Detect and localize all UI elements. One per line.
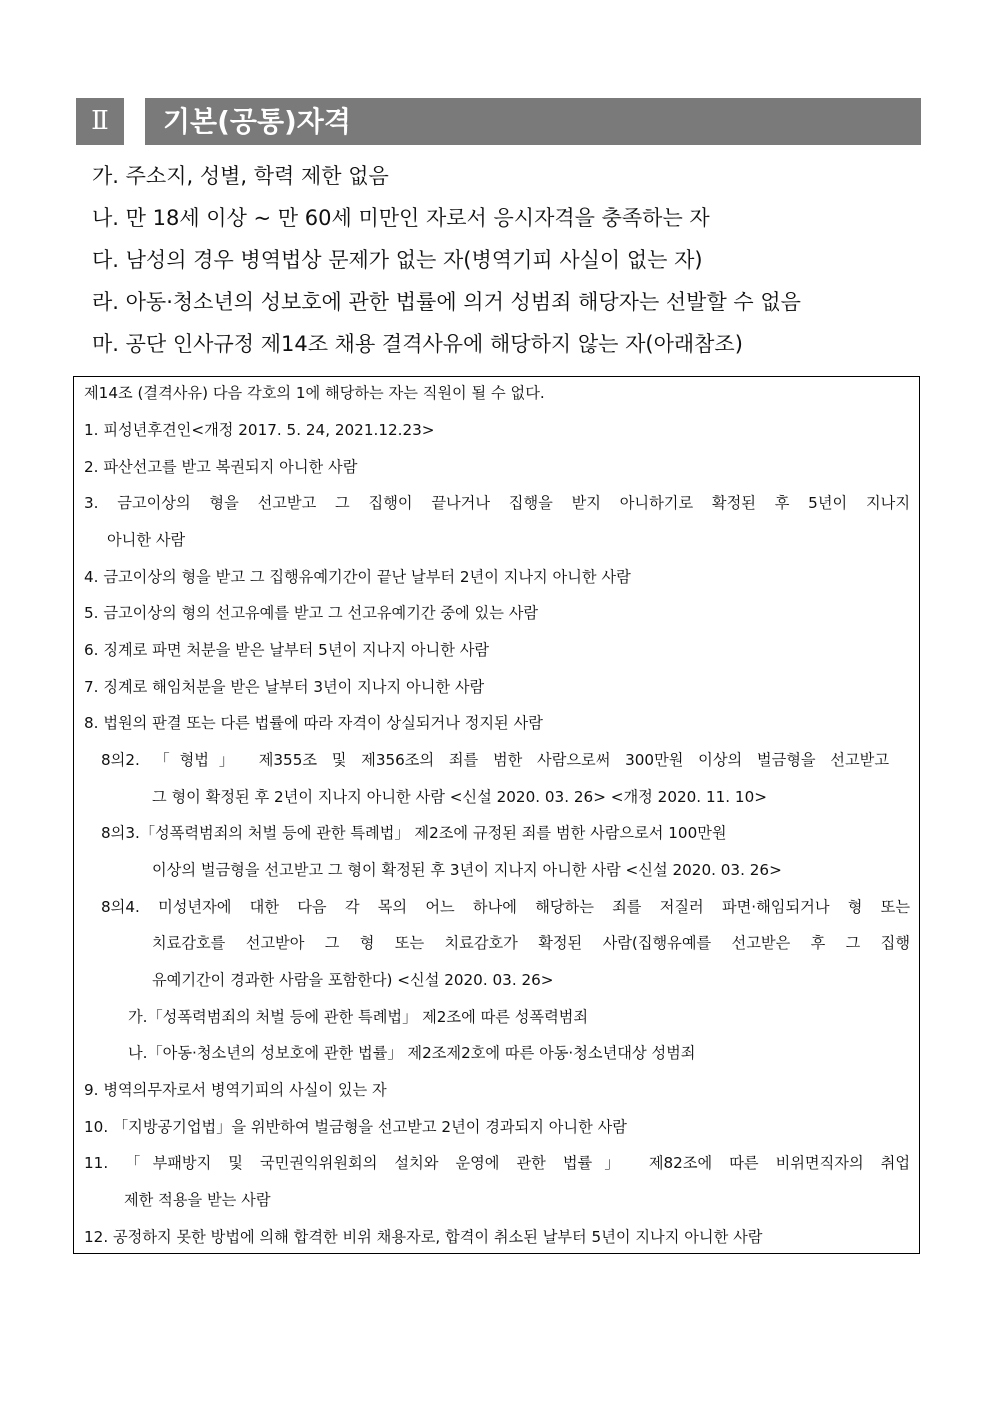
disqualification-box: [73, 376, 920, 1254]
clause-line: 6. 징계로 파면 처분을 받은 날부터 5년이 지나지 아니한 사람: [84, 641, 490, 659]
clause-line: 그 형이 확정된 후 2년이 지나지 아니한 사람 <신설 2020. 03. 26> <개정 2020. 11. 10>: [152, 788, 767, 806]
qualification-item: 나. 만 18세 이상 ~ 만 60세 미만인 자로서 응시자격을 충족하는 자: [92, 206, 710, 230]
clause-line: 9. 병역의무자로서 병역기피의 사실이 있는 자: [84, 1081, 387, 1099]
section-title: 기본(공통)자격: [145, 98, 921, 145]
section-number: Ⅱ: [76, 98, 124, 145]
clause-line: 12. 공정하지 못한 방법에 의해 합격한 비위 채용자로, 합격이 취소된 날부터 5년이 지나지 아니한 사람: [84, 1228, 763, 1246]
clause-line: 1. 피성년후견인<개정 2017. 5. 24, 2021.12.23>: [84, 421, 435, 439]
clause-line: 유예기간이 경과한 사람을 포함한다) <신설 2020. 03. 26>: [152, 971, 554, 989]
clause-line: 8의3.「성폭력범죄의 처벌 등에 관한 특례법」 제2조에 규정된 죄를 범한 사람으로서 100만원: [101, 824, 727, 842]
clause-line: 8. 법원의 판결 또는 다른 법률에 따라 자격이 상실되거나 정지된 사람: [84, 714, 543, 732]
clause-line: 11. 「부패방지 및 국민권익위원회의 설치와 운영에 관한 법률」 제82조에 따른 비위면직자의 취업: [84, 1154, 910, 1172]
clause-line: 나.「아동·청소년의 성보호에 관한 법률」 제2조제2호에 따른 아동·청소년대상 성범죄: [128, 1044, 696, 1062]
clause-line: 4. 금고이상의 형을 받고 그 집행유예기간이 끝난 날부터 2년이 지나지 아니한 사람: [84, 568, 631, 586]
clause-line: 8의2. 「형법」 제355조 및 제356조의 죄를 범한 사람으로써 300만원 이상의 벌금형을 선고받고: [101, 751, 889, 769]
qualification-item: 라. 아동·청소년의 성보호에 관한 법률에 의거 성범죄 해당자는 선발할 수 없음: [92, 290, 801, 314]
qualification-item: 다. 남성의 경우 병역법상 문제가 없는 자(병역기피 사실이 없는 자): [92, 248, 703, 272]
clause-line: 5. 금고이상의 형의 선고유예를 받고 그 선고유예기간 중에 있는 사람: [84, 604, 539, 622]
clause-line: 이상의 벌금형을 선고받고 그 형이 확정된 후 3년이 지나지 아니한 사람 <신설 2020. 03. 26>: [152, 861, 782, 879]
clause-line: 가.「성폭력범죄의 처벌 등에 관한 특례법」 제2조에 따른 성폭력범죄: [128, 1008, 589, 1026]
clause-line: 3. 금고이상의 형을 선고받고 그 집행이 끝나거나 집행을 받지 아니하기로 확정된 후 5년이 지나지: [84, 494, 910, 512]
clause-line: 아니한 사람: [107, 531, 186, 549]
qualification-item: 가. 주소지, 성별, 학력 제한 없음: [92, 164, 389, 188]
article-heading: 제14조 (결격사유) 다음 각호의 1에 해당하는 자는 직원이 될 수 없다.: [84, 384, 545, 402]
clause-line: 2. 파산선고를 받고 복권되지 아니한 사람: [84, 458, 358, 476]
clause-line: 치료감호를 선고받아 그 형 또는 치료감호가 확정된 사람(집행유예를 선고받은 후 그 집행: [152, 934, 910, 952]
qualification-list: [92, 158, 922, 368]
qualification-item: 마. 공단 인사규정 제14조 채용 결격사유에 해당하지 않는 자(아래참조): [92, 332, 743, 356]
clause-line: 10. 「지방공기업법」을 위반하여 벌금형을 선고받고 2년이 경과되지 아니한 사람: [84, 1118, 627, 1136]
clause-line: 7. 징계로 해임처분을 받은 날부터 3년이 지나지 아니한 사람: [84, 678, 485, 696]
clause-line: 8의4. 미성년자에 대한 다음 각 목의 어느 하나에 해당하는 죄를 저질러 파면·해임되거나 형 또는: [101, 898, 910, 916]
section-header: [76, 98, 921, 145]
clause-line: 제한 적용을 받는 사람: [124, 1191, 271, 1209]
